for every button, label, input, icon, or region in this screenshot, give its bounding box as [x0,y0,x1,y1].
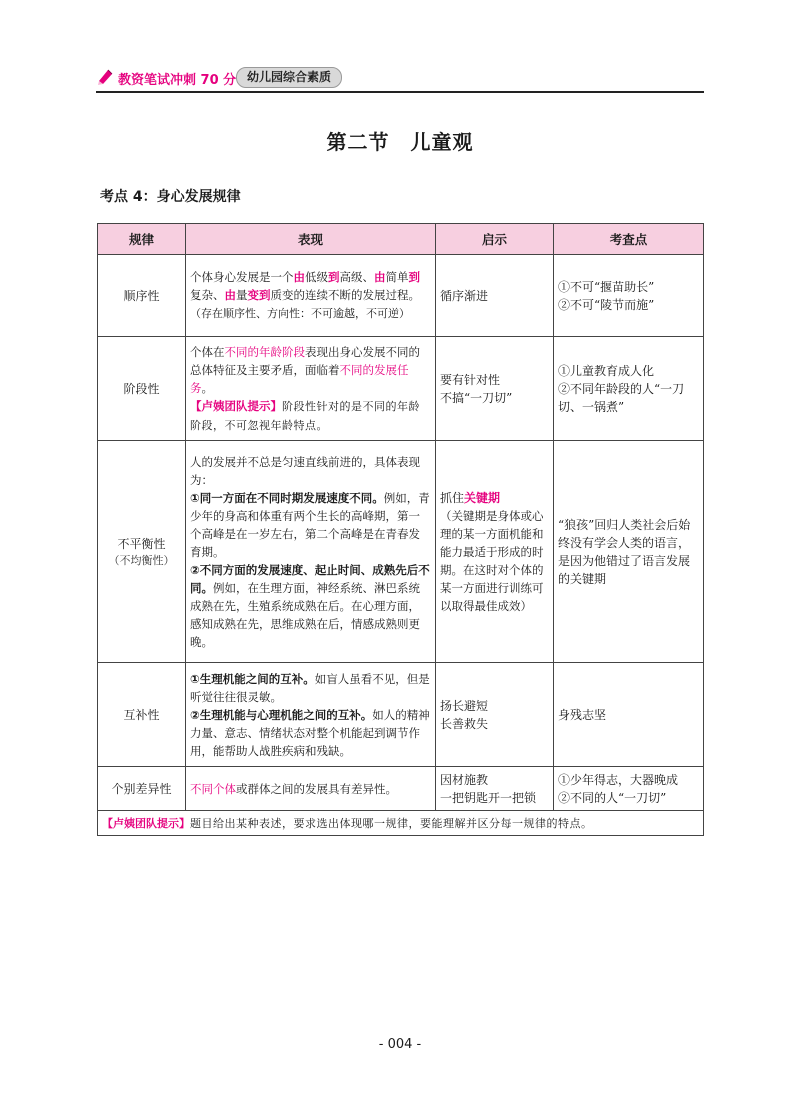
book-brand: 教资笔试冲刺 70 分 [118,73,237,88]
development-law-table [97,223,704,836]
page-number: - 004 - [378,1037,422,1052]
law-cell: 阶段性 [98,337,186,441]
page-title: 第二节 儿童观 [326,130,474,154]
law-cell: 互补性 [98,663,186,767]
table-row [98,663,704,767]
footer-tip: 【卢姨团队提示】题目给出某种表述，要求选出体现哪一规律，要能理解并区分每一规律的特点。 [98,811,704,836]
section-heading: 考点 4：身心发展规律 [100,189,241,205]
performance-cell: 不同个体或群体之间的发展具有差异性。 [186,767,436,811]
table-header-row [98,224,704,255]
subject-tag: 幼儿园综合素质 [236,67,342,88]
insight-cell: 抓住关键期 （关键期是身体或心理的某一方面机能和能力最适于形成的时期。在这时对个体的某一方面进行训练可以取得最佳成效） [436,441,554,663]
column-header-performance: 表现 [186,224,436,255]
table-row [98,441,704,663]
law-cell: 不平衡性 （不均衡性） [98,441,186,663]
tip-label: 【卢姨团队提示】 [190,398,282,413]
exam-point-cell: 身残志坚 [554,663,704,767]
exam-point-cell: “狼孩”回归人类社会后始终没有学会人类的语言，是因为他错过了语言发展的关键期 [554,441,704,663]
insight-cell: 要有针对性 不搞“一刀切” [436,337,554,441]
header-divider [96,91,704,93]
page-header [96,66,704,90]
insight-cell: 因材施教 一把钥匙开一把锁 [436,767,554,811]
insight-cell: 循序渐进 [436,255,554,337]
table-row [98,337,704,441]
performance-cell: 个体在不同的年龄阶段表现出身心发展不同的总体特征及主要矛盾，面临着不同的发展任务。 【卢姨团队提示】阶段性针对的是不同的年龄阶段，不可忽视年龄特点。 [186,337,436,441]
performance-cell: 个体身心发展是一个由低级到高级、由简单到复杂、由量变到质变的连续不断的发展过程。 （存在顺序性、方向性：不可逾越，不可逆） [186,255,436,337]
law-cell: 个别差异性 [98,767,186,811]
column-header-law: 规律 [98,224,186,255]
exam-point-cell: ①不可“揠苗助长” ②不可“陵节而施” [554,255,704,337]
pencil-icon [96,68,114,86]
table-row [98,255,704,337]
insight-cell: 扬长避短 长善救失 [436,663,554,767]
performance-cell: ①生理机能之间的互补。如盲人虽看不见，但是听觉往往很灵敏。 ②生理机能与心理机能之间的互补。如人的精神力量、意志、情绪状态对整个机能起到调节作用，能帮助人战胜疾病和残缺。 [186,663,436,767]
exam-point-cell: ①少年得志，大器晚成 ②不同的人“一刀切” [554,767,704,811]
column-header-insight: 启示 [436,224,554,255]
exam-point-cell: ①儿童教育成人化 ②不同年龄段的人“一刀切、一锅煮” [554,337,704,441]
table-row [98,767,704,811]
table-footer-row [98,811,704,836]
law-cell: 顺序性 [98,255,186,337]
tip-label: 【卢姨团队提示】 [102,817,190,830]
column-header-exam-point: 考查点 [554,224,704,255]
performance-cell: 人的发展并不总是匀速直线前进的，具体表现为： ①同一方面在不同时期发展速度不同。例如，青少年的身高和体重有两个生长的高峰期，第一个高峰是在一岁左右，第二个高峰是在青春发育期。 ②不同方面的发展速度、起止时间、成熟先后不同。例如，在生理方面，神经系统、淋巴系统成熟在先，生殖系统成熟在后。在心理方面，感知成熟在先，思维成熟在后，情感成熟则更晚。 [186,441,436,663]
